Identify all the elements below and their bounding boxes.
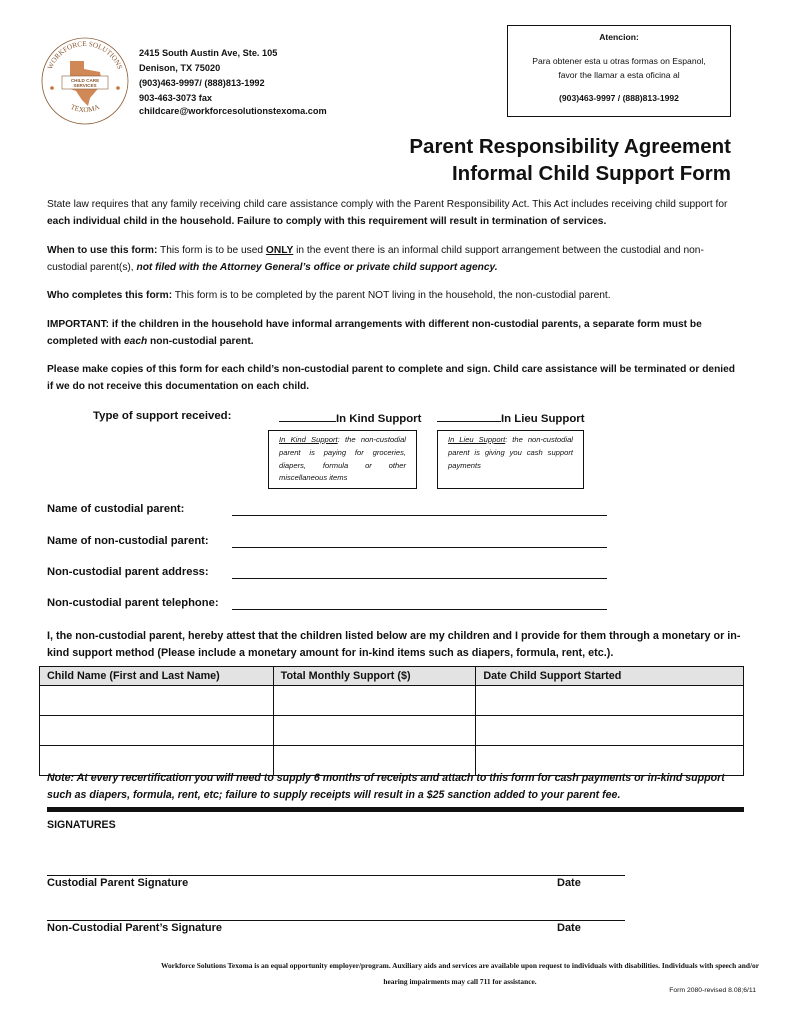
spanish-attention-box <box>507 25 731 117</box>
organization-contact-info <box>139 46 327 119</box>
logo-arc-top: WORKFORCE SOLUTIONS <box>46 39 124 71</box>
noncustodial-parent-name-field[interactable] <box>232 547 607 548</box>
custodial-signature-line[interactable] <box>47 875 625 876</box>
intro-paragraph-important <box>47 317 741 350</box>
page-title <box>409 133 731 187</box>
intro-paragraph-copies: Please make copies of this form for each child’s non-custodial parent to complete and sign. Child care assistance will be terminated or denied if we do not receive this documentation on each child. <box>47 364 736 392</box>
in-lieu-option <box>437 410 585 425</box>
child-name-cell[interactable] <box>40 716 274 746</box>
in-lieu-def-text: : the non-custodial parent is giving you cash support payments <box>448 435 573 470</box>
in-kind-label: In Kind Support <box>336 413 422 425</box>
in-lieu-checkline[interactable] <box>437 410 501 422</box>
title-line1: Parent Responsibility Agreement <box>409 135 731 158</box>
when-text-b: in the event there is an informal child support arrangement between the custodial and non-custodial parent(s), <box>47 245 704 273</box>
noncustodial-date-label: Date <box>557 922 581 934</box>
org-address-line2: Denison, TX 75020 <box>139 63 221 73</box>
intro-p1-text: State law requires that any family receiving child care assistance comply with the Parent Responsibility Act. This Act includes receiving child support for <box>47 199 728 210</box>
attention-title: Atencion: <box>599 32 639 42</box>
who-text: This form is to be completed by the parent NOT living in the household, the non-custodial parent. <box>172 290 611 301</box>
table-header-row <box>40 667 744 686</box>
logo-badge-line2: SERVICES <box>73 83 97 88</box>
noncustodial-phone-field[interactable] <box>232 609 607 610</box>
in-kind-def-text: : the non-custodial parent is paying for groceries, diapers, formula or other miscellaneous items <box>279 435 406 483</box>
attestation-statement: I, the non-custodial parent, hereby attest that the children listed below are my children and I provide for them through a monetary or in-kind support method (Please include a monetary amount for in-kind items such as diapers, formula, rent, etc.). <box>47 630 741 659</box>
in-kind-def-term: In Kind Support <box>279 435 338 444</box>
column-header-date-started: Date Child Support Started <box>476 667 744 686</box>
attention-line1: Para obtener esta u otras formas on Espanol, <box>532 56 706 66</box>
noncustodial-signature-line[interactable] <box>47 920 625 921</box>
intro-paragraph-law <box>47 197 741 230</box>
recertification-note: Note: At every recertification you will need to supply 6 months of receipts and attach to this form for cash payments or in-kind support such as diapers, formula, rent, etc; failure to supply receipts will result in a $25 sanction added to your parent fee. <box>47 772 725 801</box>
child-name-cell[interactable] <box>40 686 274 716</box>
footer-line2: hearing impairments may call 711 for assistance. <box>383 977 537 986</box>
intro-paragraph-who <box>47 288 741 305</box>
who-label: Who completes this form: <box>47 290 173 301</box>
when-label: When to use this form: <box>47 245 158 256</box>
column-header-monthly-support: Total Monthly Support ($) <box>273 667 476 686</box>
column-header-child-name: Child Name (First and Last Name) <box>40 667 274 686</box>
attention-line2: favor the llamar a esta oficina al <box>558 70 680 80</box>
section-divider <box>47 807 744 812</box>
form-id: Form 2080-revised 8.08;6/11 <box>669 987 756 994</box>
monthly-support-cell[interactable] <box>273 686 476 716</box>
footer-line1: Workforce Solutions Texoma is an equal opportunity employer/program. Auxiliary aids and services are available upon request to individuals with disabilities. Individuals with speech and/or <box>161 961 759 970</box>
in-kind-definition-box <box>268 430 417 489</box>
org-email: childcare@workforcesolutionstexoma.com <box>139 106 327 116</box>
support-type-label: Type of support received: <box>93 410 232 422</box>
title-line2: Informal Child Support Form <box>451 162 731 185</box>
workforce-solutions-logo <box>40 36 130 126</box>
svg-text:WORKFORCE SOLUTIONS <box>46 40 124 71</box>
in-kind-checkline[interactable] <box>279 410 336 422</box>
custodial-date-label: Date <box>557 877 581 889</box>
intro-paragraph-when <box>47 243 741 276</box>
when-text-c: not filed with the Attorney General’s office or private child support agency. <box>136 261 498 273</box>
equal-opportunity-footer <box>150 958 770 990</box>
noncustodial-signature-label: Non-Custodial Parent’s Signature <box>47 922 223 934</box>
when-only: ONLY <box>265 245 294 256</box>
noncustodial-address-label: Non-custodial parent address: <box>47 566 209 578</box>
custodial-parent-name-field[interactable] <box>232 515 607 516</box>
in-lieu-label: In Lieu Support <box>501 413 585 425</box>
when-text-a: This form is to be used <box>157 245 266 256</box>
custodial-signature-label: Custodial Parent Signature <box>47 877 189 889</box>
in-kind-option <box>279 410 421 425</box>
table-row <box>40 716 744 746</box>
date-started-cell[interactable] <box>476 716 744 746</box>
custodial-parent-name-label: Name of custodial parent: <box>47 503 185 515</box>
important-text-a: IMPORTANT: if the children in the household have informal arrangements with different non-custodial parents, a separate form must be completed with <box>47 319 702 347</box>
svg-text:TEXOMA <box>69 103 101 115</box>
noncustodial-address-field[interactable] <box>232 578 607 579</box>
attention-phone: (903)463-9997 / (888)813-1992 <box>559 93 679 103</box>
noncustodial-phone-label: Non-custodial parent telephone: <box>47 597 219 609</box>
intro-p1-bold: each individual child in the household. Failure to comply with this requirement will result in termination of services. <box>47 215 607 227</box>
date-started-cell[interactable] <box>476 686 744 716</box>
org-address-line1: 2415 South Austin Ave, Ste. 105 <box>139 48 278 58</box>
in-lieu-def-term: In Lieu Support <box>448 435 506 444</box>
org-fax: 903-463-3073 fax <box>139 93 213 103</box>
monthly-support-cell[interactable] <box>273 716 476 746</box>
noncustodial-parent-name-label: Name of non-custodial parent: <box>47 535 209 547</box>
table-row <box>40 686 744 716</box>
signatures-heading: SIGNATURES <box>47 819 116 831</box>
children-support-table <box>39 666 744 776</box>
org-phones: (903)463-9997/ (888)813-1992 <box>139 78 265 88</box>
important-each: each <box>123 335 148 347</box>
important-text-b: non-custodial parent. <box>147 335 254 347</box>
logo-arc-bottom: TEXOMA <box>69 102 101 115</box>
in-lieu-definition-box <box>437 430 584 489</box>
logo-badge-line1: CHILD CARE <box>70 78 100 83</box>
